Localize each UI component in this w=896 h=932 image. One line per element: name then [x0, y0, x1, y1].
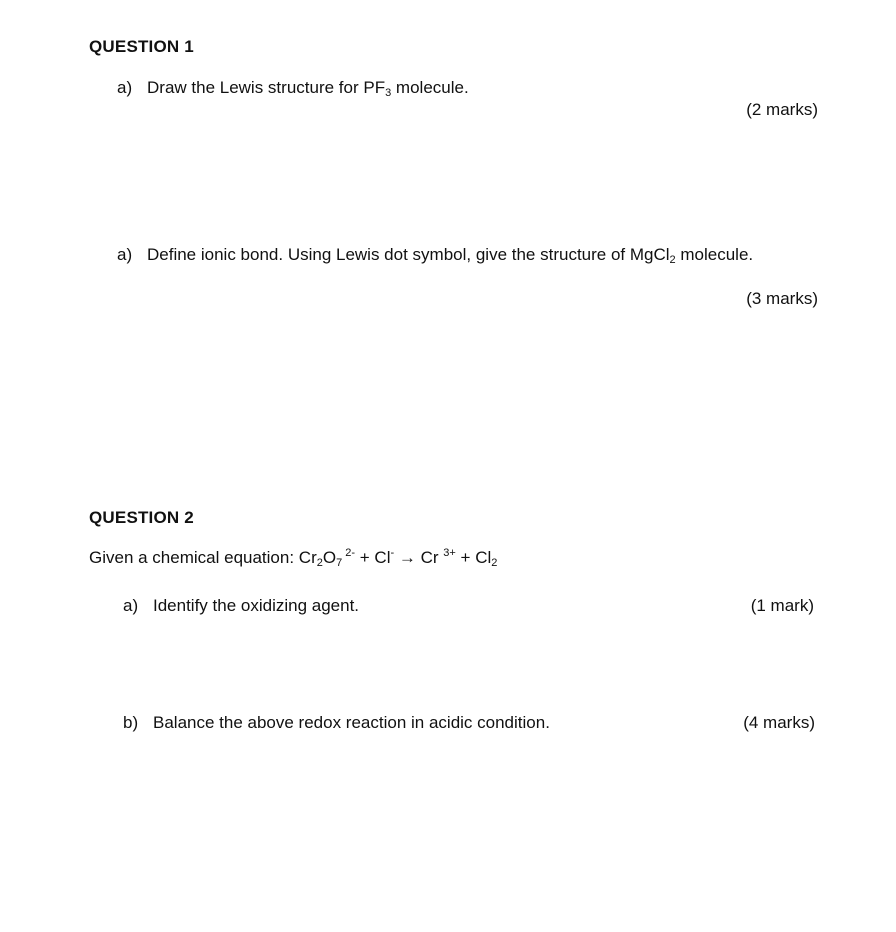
question-1-part-a-text: Draw the Lewis structure for PF [147, 78, 386, 97]
superscript: 3+ [443, 547, 456, 559]
question-2-part-b-marks: (4 marks) [743, 713, 815, 732]
equation-plus-chlorine: + Cl [455, 548, 492, 567]
question-1-part-b [117, 245, 753, 265]
question-1-part-a-marks: (2 marks) [746, 100, 818, 119]
question-2-part-a-marks: (1 mark) [750, 596, 814, 615]
question-1-part-b-text: Define ionic bond. Using Lewis dot symbol, give the structure of MgCl [147, 245, 670, 264]
subscript: 3 [385, 87, 392, 99]
subscript: 2 [669, 254, 676, 266]
question-1-part-b-label: a) [117, 245, 133, 264]
equation-plus-chloride: + Cl [355, 548, 391, 567]
question-1-part-b-marks: (3 marks) [746, 289, 818, 308]
subscript: 2 [316, 557, 323, 569]
question-2-part-a-text: Identify the oxidizing agent. [153, 596, 360, 615]
question-1-heading: QUESTION 1 [89, 37, 194, 56]
superscript: 2- [342, 547, 356, 559]
question-2-part-b-label: b) [123, 713, 139, 732]
equation-arrow: → Cr [394, 548, 444, 567]
question-2-part-a [123, 596, 359, 616]
question-1-part-a-text-end: molecule. [391, 78, 469, 97]
question-1-part-a-label: a) [117, 78, 133, 97]
superscript: - [390, 547, 395, 559]
question-2-part-b [123, 713, 550, 733]
equation-intro: Given a chemical equation: Cr [89, 548, 317, 567]
question-1-part-a [117, 78, 469, 98]
question-2-part-b-text: Balance the above redox reaction in acidic condition. [153, 713, 550, 732]
question-2-part-a-label: a) [123, 596, 139, 615]
chemical-equation [89, 548, 497, 568]
equation-oxygen: O [322, 548, 337, 567]
subscript: 7 [336, 557, 343, 569]
subscript: 2 [491, 557, 498, 569]
question-2-heading: QUESTION 2 [89, 508, 194, 527]
question-1-part-b-text-end: molecule. [675, 245, 754, 264]
